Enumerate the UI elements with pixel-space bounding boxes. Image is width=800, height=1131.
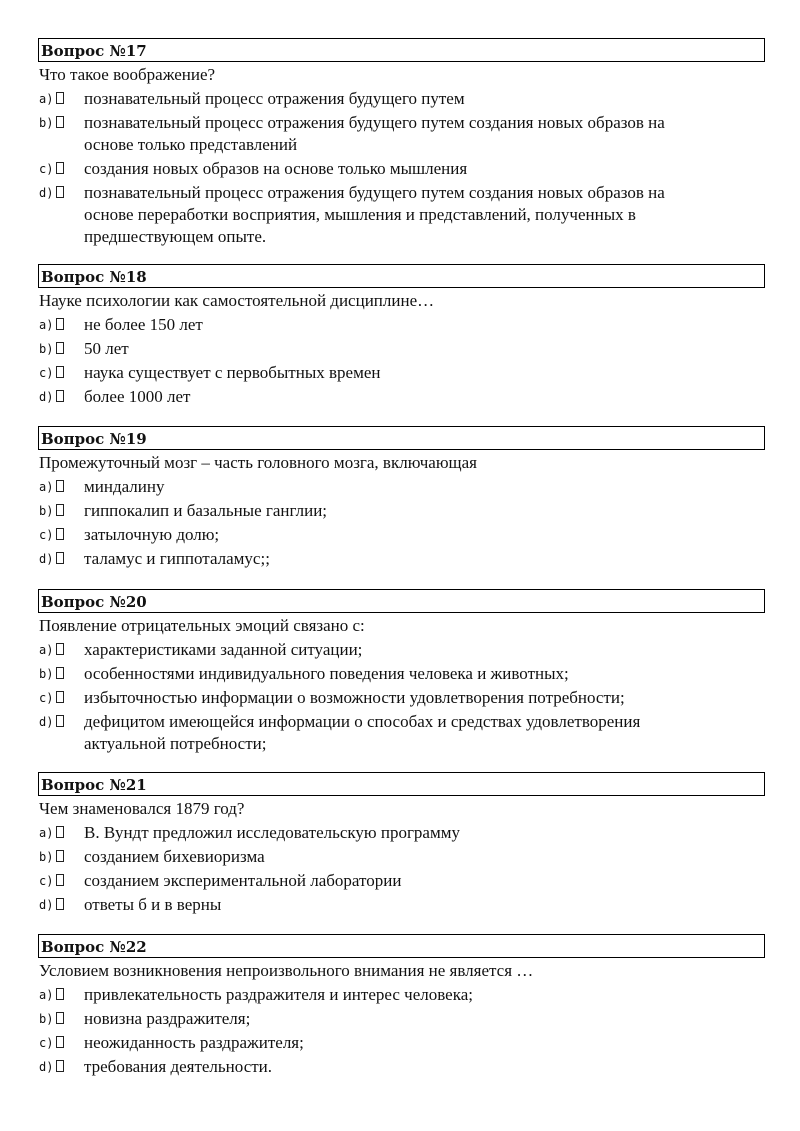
checkbox-icon[interactable] xyxy=(56,92,64,104)
question-title: Вопрос №21 xyxy=(38,772,765,796)
option-marker: b) xyxy=(38,500,84,522)
answer-options xyxy=(38,88,765,248)
answer-option-b[interactable] xyxy=(38,112,765,156)
option-marker: d) xyxy=(38,386,84,408)
answer-option-b[interactable] xyxy=(38,338,765,360)
answer-option-c[interactable] xyxy=(38,158,765,180)
option-marker: b) xyxy=(38,1008,84,1030)
answer-options xyxy=(38,476,765,570)
option-marker: c) xyxy=(38,524,84,546)
question-title: Вопрос №19 xyxy=(38,426,765,450)
checkbox-icon[interactable] xyxy=(56,342,64,354)
answer-option-c[interactable] xyxy=(38,870,765,892)
answer-option-c[interactable] xyxy=(38,362,765,384)
option-label: более 1000 лет xyxy=(84,387,191,406)
checkbox-icon[interactable] xyxy=(56,480,64,492)
option-marker: b) xyxy=(38,846,84,868)
answer-option-a[interactable] xyxy=(38,822,765,844)
option-marker: c) xyxy=(38,870,84,892)
checkbox-icon[interactable] xyxy=(56,874,64,886)
option-marker: d) xyxy=(38,894,84,916)
option-marker: d) xyxy=(38,711,84,733)
answer-option-a[interactable] xyxy=(38,476,765,498)
checkbox-icon[interactable] xyxy=(56,1036,64,1048)
option-marker: c) xyxy=(38,687,84,709)
answer-options xyxy=(38,984,765,1078)
option-label: таламус и гиппоталамус;; xyxy=(84,549,270,568)
option-label: познавательный процесс отражения будущего путем создания новых образов на основе переработки восприятия, мышления и представлений, полученных в предшествующем опыте. xyxy=(84,183,665,246)
option-label: наука существует с первобытных времен xyxy=(84,363,381,382)
checkbox-icon[interactable] xyxy=(56,1012,64,1024)
option-label: созданием бихевиоризма xyxy=(84,847,265,866)
option-label: дефицитом имеющейся информации о способах и средствах удовлетворения актуальной потребности; xyxy=(84,712,641,753)
option-marker: c) xyxy=(38,362,84,384)
question-text: Чем знаменовался 1879 год? xyxy=(39,799,245,818)
checkbox-icon[interactable] xyxy=(56,116,64,128)
option-marker: a) xyxy=(38,314,84,336)
option-marker: a) xyxy=(38,639,84,661)
option-label: затылочную долю; xyxy=(84,525,220,544)
question-block-20 xyxy=(38,589,765,755)
checkbox-icon[interactable] xyxy=(56,504,64,516)
option-marker: c) xyxy=(38,158,84,180)
answer-option-b[interactable] xyxy=(38,663,765,685)
answer-options xyxy=(38,639,765,755)
question-text: Что такое воображение? xyxy=(39,65,216,84)
option-marker: a) xyxy=(38,476,84,498)
question-text: Науке психологии как самостоятельной дисциплине… xyxy=(39,291,435,310)
answer-option-b[interactable] xyxy=(38,1008,765,1030)
option-label: познавательный процесс отражения будущего путем xyxy=(84,89,465,108)
answer-option-b[interactable] xyxy=(38,846,765,868)
checkbox-icon[interactable] xyxy=(56,528,64,540)
option-label: особенностями индивидуального поведения человека и животных; xyxy=(84,664,569,683)
answer-option-d[interactable] xyxy=(38,548,765,570)
checkbox-icon[interactable] xyxy=(56,715,64,727)
option-label: новизна раздражителя; xyxy=(84,1009,251,1028)
option-label: неожиданность раздражителя; xyxy=(84,1033,304,1052)
option-marker: b) xyxy=(38,112,84,134)
question-title: Вопрос №20 xyxy=(38,589,765,613)
option-marker: b) xyxy=(38,663,84,685)
checkbox-icon[interactable] xyxy=(56,988,64,1000)
option-marker: a) xyxy=(38,88,84,110)
checkbox-icon[interactable] xyxy=(56,186,64,198)
answer-option-b[interactable] xyxy=(38,500,765,522)
checkbox-icon[interactable] xyxy=(56,318,64,330)
checkbox-icon[interactable] xyxy=(56,1060,64,1072)
answer-option-c[interactable] xyxy=(38,687,765,709)
option-label: избыточностью информации о возможности удовлетворения потребности; xyxy=(84,688,625,707)
checkbox-icon[interactable] xyxy=(56,850,64,862)
option-marker: a) xyxy=(38,984,84,1006)
answer-option-a[interactable] xyxy=(38,314,765,336)
option-marker: c) xyxy=(38,1032,84,1054)
option-label: характеристиками заданной ситуации; xyxy=(84,640,363,659)
option-label: ответы б и в верны xyxy=(84,895,222,914)
question-title: Вопрос №17 xyxy=(38,38,765,62)
answer-option-a[interactable] xyxy=(38,639,765,661)
answer-option-d[interactable] xyxy=(38,1056,765,1078)
option-label: 50 лет xyxy=(84,339,129,358)
checkbox-icon[interactable] xyxy=(56,691,64,703)
answer-option-a[interactable] xyxy=(38,88,765,110)
question-title: Вопрос №18 xyxy=(38,264,765,288)
answer-options xyxy=(38,314,765,408)
checkbox-icon[interactable] xyxy=(56,390,64,402)
answer-option-d[interactable] xyxy=(38,711,765,755)
answer-option-a[interactable] xyxy=(38,984,765,1006)
answer-option-d[interactable] xyxy=(38,386,765,408)
checkbox-icon[interactable] xyxy=(56,826,64,838)
question-block-19 xyxy=(38,426,765,570)
checkbox-icon[interactable] xyxy=(56,366,64,378)
question-text: Промежуточный мозг – часть головного мозга, включающая xyxy=(39,453,477,472)
checkbox-icon[interactable] xyxy=(56,898,64,910)
checkbox-icon[interactable] xyxy=(56,643,64,655)
question-text: Условием возникновения непроизвольного внимания не является … xyxy=(39,961,534,980)
question-block-21 xyxy=(38,772,765,916)
option-label: миндалину xyxy=(84,477,165,496)
option-label: привлекательность раздражителя и интерес человека; xyxy=(84,985,473,1004)
option-marker: b) xyxy=(38,338,84,360)
question-text: Появление отрицательных эмоций связано с: xyxy=(39,616,365,635)
answer-option-c[interactable] xyxy=(38,524,765,546)
answer-options xyxy=(38,822,765,916)
checkbox-icon[interactable] xyxy=(56,162,64,174)
option-marker: a) xyxy=(38,822,84,844)
option-label: не более 150 лет xyxy=(84,315,203,334)
answer-option-d[interactable] xyxy=(38,894,765,916)
question-block-22 xyxy=(38,934,765,1078)
answer-option-c[interactable] xyxy=(38,1032,765,1054)
option-label: познавательный процесс отражения будущего путем создания новых образов на основе только представлений xyxy=(84,113,665,154)
checkbox-icon[interactable] xyxy=(56,667,64,679)
answer-option-d[interactable] xyxy=(38,182,765,248)
checkbox-icon[interactable] xyxy=(56,552,64,564)
option-marker: d) xyxy=(38,548,84,570)
option-label: гиппокалип и базальные ганглии; xyxy=(84,501,328,520)
option-label: создания новых образов на основе только мышления xyxy=(84,159,468,178)
question-block-17 xyxy=(38,38,765,248)
question-block-18 xyxy=(38,264,765,408)
option-label: требования деятельности. xyxy=(84,1057,273,1076)
option-label: В. Вундт предложил исследовательскую программу xyxy=(84,823,460,842)
option-label: созданием экспериментальной лаборатории xyxy=(84,871,402,890)
question-title: Вопрос №22 xyxy=(38,934,765,958)
option-marker: d) xyxy=(38,1056,84,1078)
option-marker: d) xyxy=(38,182,84,204)
